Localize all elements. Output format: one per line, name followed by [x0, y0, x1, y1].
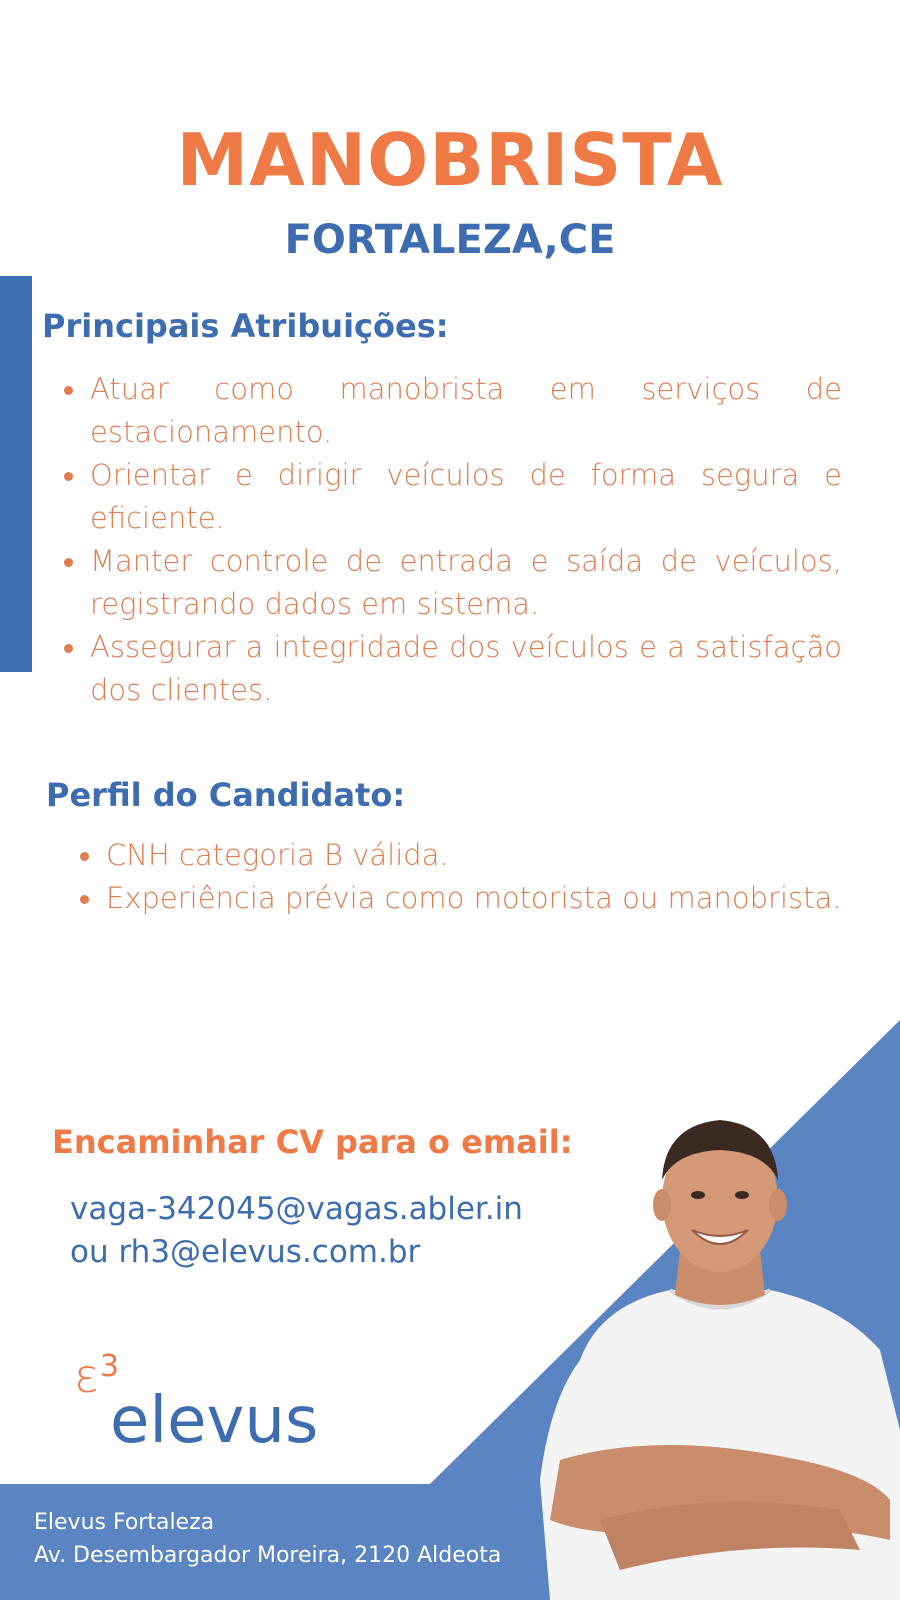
logo-mark-three: 3: [100, 1350, 120, 1384]
bullet-icon: [80, 852, 89, 861]
responsibilities-heading: Principais Atribuições:: [42, 307, 449, 345]
job-title: MANOBRISTA: [176, 118, 724, 202]
job-location: FORTALEZA,CE: [284, 217, 616, 263]
bullet-icon: [64, 472, 73, 481]
email-secondary-link[interactable]: ou rh3@elevus.com.br: [70, 1234, 421, 1270]
accent-bar: [0, 276, 32, 672]
footer-address: Av. Desembargador Moreira, 2120 Aldeota: [34, 1543, 502, 1568]
profile-heading: Perfil do Candidato:: [46, 776, 406, 814]
responsibilities-list: [60, 368, 842, 712]
list-item: Manter controle de entrada e saída de veículos, registrando dados em sistema.: [60, 540, 842, 626]
list-item: Orientar e dirigir veículos de forma segura e eficiente.: [60, 454, 842, 540]
list-item: Experiência prévia como motorista ou manobrista.: [76, 877, 858, 920]
logo-mark-epsilon: ε: [74, 1350, 99, 1403]
apply-heading: Encaminhar CV para o email:: [52, 1123, 573, 1161]
list-item: Assegurar a integridade dos veículos e a satisfação dos clientes.: [60, 626, 842, 712]
email-block: [70, 1188, 523, 1274]
elevus-logo: [74, 1350, 344, 1450]
footer-info: [34, 1506, 501, 1572]
list-item: Atuar como manobrista em serviços de estacionamento.: [60, 368, 842, 454]
bullet-icon: [64, 558, 73, 567]
profile-list: [76, 834, 858, 920]
smiling-man-photo-icon: [540, 1100, 900, 1600]
bullet-icon: [64, 386, 73, 395]
email-primary-link[interactable]: vaga-342045@vagas.abler.in: [70, 1191, 523, 1227]
logo-wordmark: elevus: [110, 1384, 319, 1450]
footer-company: Elevus Fortaleza: [34, 1510, 215, 1535]
bullet-icon: [64, 644, 73, 653]
bullet-icon: [80, 895, 89, 904]
list-item: CNH categoria B válida.: [76, 834, 858, 877]
